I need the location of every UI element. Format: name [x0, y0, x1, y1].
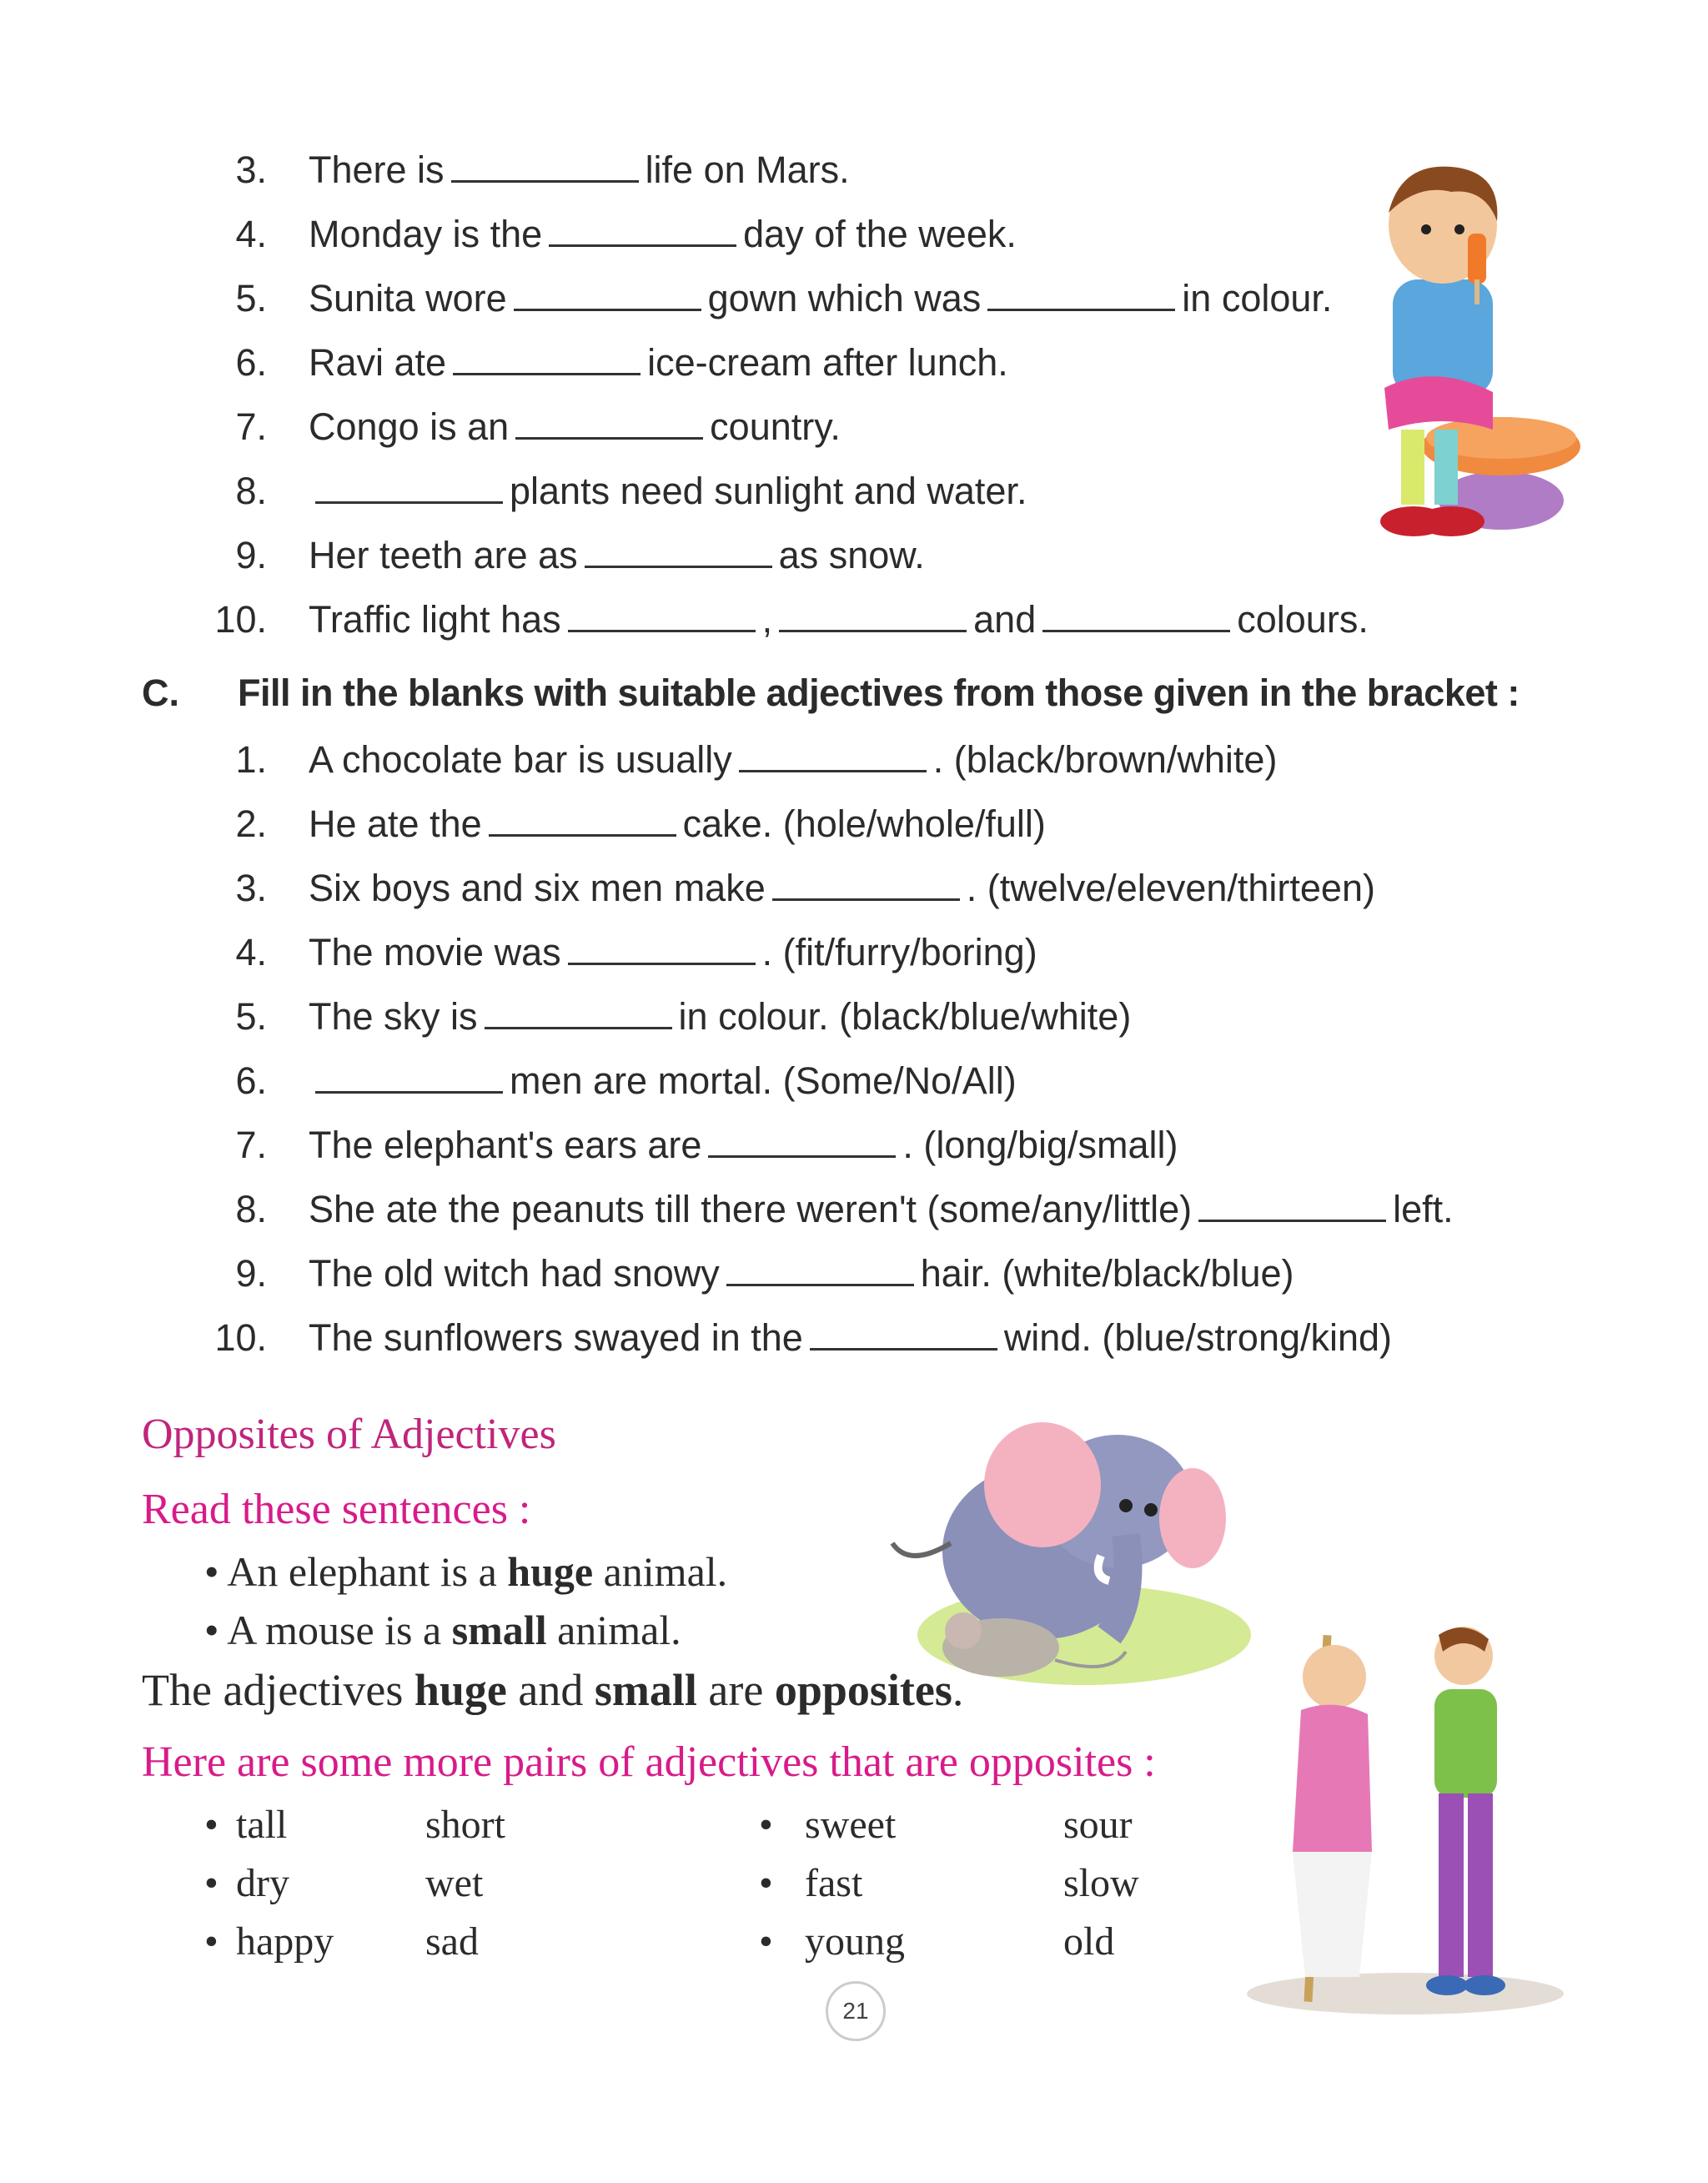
fill-blank[interactable]: [514, 284, 701, 311]
fill-blank[interactable]: [451, 155, 639, 183]
old-man-and-boy-illustration: [1234, 1618, 1576, 2019]
sentence-text: She ate the peanuts till there weren't (some/any/little): [309, 1188, 1193, 1230]
sentence-text: He ate the: [309, 802, 482, 845]
summary-text: .: [952, 1665, 964, 1715]
read-sentences-heading: Read these sentences :: [142, 1486, 531, 1533]
sentence-text: ice-cream after lunch.: [647, 341, 1008, 384]
exercise-c-item-number: 7.: [235, 1124, 267, 1166]
exercise-b-item-number: 4.: [235, 213, 267, 255]
exercise-b-sentence: [309, 341, 1008, 385]
sentence-text: Six boys and six men make: [309, 867, 766, 909]
exercise-c-sentence: [309, 738, 1277, 782]
adjective-word: young: [805, 1919, 905, 1964]
fill-blank[interactable]: [489, 809, 676, 837]
exercise-c-item-number: 10.: [214, 1316, 267, 1359]
sentence-text: left.: [1393, 1188, 1454, 1230]
sentence-text: A chocolate bar is usually: [309, 738, 732, 781]
exercise-b-sentence: [309, 598, 1369, 641]
sentence-text: plants need sunlight and water.: [510, 470, 1027, 512]
opposites-title: Opposites of Adjectives: [142, 1411, 556, 1458]
fill-blank[interactable]: [568, 938, 756, 965]
exercise-b-sentence: [309, 277, 1332, 320]
exercise-b-item-number: 10.: [214, 598, 267, 641]
sentence-bold-word: small: [451, 1607, 547, 1653]
fill-blank[interactable]: [708, 1130, 896, 1158]
fill-blank[interactable]: [315, 1066, 503, 1094]
sentence-text: Ravi ate: [309, 341, 447, 384]
sentence-text: in colour. (black/blue/white): [678, 995, 1132, 1038]
more-pairs-heading: Here are some more pairs of adjectives that are opposites :: [142, 1738, 1156, 1786]
page-number: 21: [826, 1981, 886, 2041]
exercise-c-item-number: 8.: [235, 1188, 267, 1230]
exercise-b-item-number: 5.: [235, 277, 267, 319]
exercise-c-item-number: 3.: [235, 867, 267, 909]
sentence-text: as snow.: [778, 534, 925, 576]
sentence-text: wind. (blue/strong/kind): [1003, 1316, 1393, 1359]
exercise-c-sentence: [309, 867, 1375, 910]
bullet-icon: •: [759, 1803, 773, 1847]
bullet-icon: •: [204, 1919, 219, 1964]
exercise-c-item-number: 6.: [235, 1059, 267, 1102]
exercise-c-sentence: [309, 1252, 1294, 1295]
exercise-c-item-number: 2.: [235, 802, 267, 845]
fill-blank[interactable]: [549, 219, 736, 247]
bullet-icon: •: [204, 1607, 219, 1653]
bullet-icon: •: [759, 1919, 773, 1964]
sentence-text: . (black/brown/white): [932, 738, 1278, 781]
sentence-text: gown which was: [707, 277, 982, 319]
exercise-b-sentence: [309, 213, 1017, 256]
sentence-mouse: [204, 1606, 681, 1654]
exercise-c-sentence: [309, 995, 1131, 1039]
sentence-text: A mouse is a: [227, 1607, 442, 1653]
adjective-word: dry: [236, 1861, 289, 1905]
boy-eating-icecream-illustration: [1368, 163, 1585, 555]
exercise-c-item-number: 4.: [235, 931, 267, 973]
sentence-text: life on Mars.: [645, 148, 850, 191]
opposites-summary: [142, 1664, 963, 1716]
sentence-text: . (twelve/eleven/thirteen): [966, 867, 1375, 909]
sentence-text: and: [973, 598, 1037, 641]
bullet-icon: •: [759, 1861, 773, 1905]
sentence-text: The movie was: [309, 931, 561, 973]
sentence-text: The old witch had snowy: [309, 1252, 720, 1295]
adjective-word: fast: [805, 1861, 863, 1905]
adjective-opposite-word: short: [425, 1803, 505, 1847]
summary-text: and: [518, 1665, 584, 1715]
fill-blank[interactable]: [315, 476, 503, 504]
sentence-text: animal.: [603, 1548, 728, 1595]
sentence-text: country.: [710, 405, 841, 448]
exercise-c-sentence: [309, 931, 1037, 974]
summary-bold: small: [594, 1665, 697, 1715]
adjective-opposite-word: wet: [425, 1861, 484, 1905]
adjective-word: sweet: [805, 1803, 897, 1847]
bullet-icon: •: [204, 1803, 219, 1847]
sentence-text: Sunita wore: [309, 277, 507, 319]
exercise-b-sentence: [309, 470, 1027, 513]
sentence-bold-word: huge: [507, 1548, 594, 1595]
sentence-text: day of the week.: [743, 213, 1017, 255]
exercise-b-item-number: 9.: [235, 534, 267, 576]
adjective-opposite-word: sad: [425, 1919, 479, 1964]
fill-blank[interactable]: [1042, 605, 1230, 632]
adjective-opposite-word: old: [1063, 1919, 1115, 1964]
exercise-b-item-number: 6.: [235, 341, 267, 384]
fill-blank[interactable]: [779, 605, 967, 632]
sentence-text: . (fit/furry/boring): [761, 931, 1037, 973]
sentence-text: There is: [309, 148, 445, 191]
summary-text: are: [708, 1665, 764, 1715]
fill-blank[interactable]: [585, 541, 772, 568]
sentence-text: The sunflowers swayed in the: [309, 1316, 803, 1359]
fill-blank[interactable]: [1198, 1195, 1386, 1222]
sentence-text: Her teeth are as: [309, 534, 578, 576]
sentence-text: Congo is an: [309, 405, 510, 448]
exercise-c-sentence: [309, 1059, 1017, 1103]
fill-blank[interactable]: [772, 873, 960, 901]
sentence-elephant: [204, 1547, 727, 1596]
adjective-word: happy: [236, 1919, 334, 1964]
sentence-text: in colour.: [1182, 277, 1333, 319]
exercise-c-sentence: [309, 1316, 1392, 1360]
fill-blank[interactable]: [739, 745, 927, 772]
exercise-b-sentence: [309, 534, 925, 577]
adjective-opposite-word: sour: [1063, 1803, 1133, 1847]
sentence-text: men are mortal. (Some/No/All): [510, 1059, 1017, 1102]
exercise-c-item-number: 1.: [235, 738, 267, 781]
exercise-b-item-number: 8.: [235, 470, 267, 512]
fill-blank[interactable]: [485, 1002, 672, 1029]
fill-blank[interactable]: [726, 1259, 914, 1286]
sentence-text: Traffic light has: [309, 598, 561, 641]
sentence-text: cake. (hole/whole/full): [682, 802, 1046, 845]
fill-blank[interactable]: [568, 605, 756, 632]
sentence-text: hair. (white/black/blue): [920, 1252, 1294, 1295]
fill-blank[interactable]: [515, 412, 703, 440]
sentence-text: ,: [761, 598, 773, 641]
adjective-word: tall: [236, 1803, 288, 1847]
summary-bold: opposites: [774, 1665, 952, 1715]
elephant-mouse-illustration: [876, 1410, 1259, 1702]
adjective-opposite-word: slow: [1063, 1861, 1139, 1905]
section-c-heading: Fill in the blanks with suitable adjectives from those given in the bracket :: [238, 671, 1520, 714]
sentence-text: colours.: [1237, 598, 1369, 641]
bullet-icon: •: [204, 1548, 219, 1595]
exercise-c-item-number: 5.: [235, 995, 267, 1038]
exercise-c-sentence: [309, 1188, 1454, 1231]
exercise-b-item-number: 7.: [235, 405, 267, 448]
exercise-c-sentence: [309, 802, 1046, 846]
exercise-c-item-number: 9.: [235, 1252, 267, 1295]
exercise-b-sentence: [309, 405, 841, 449]
sentence-text: The elephant's ears are: [309, 1124, 702, 1166]
fill-blank[interactable]: [453, 348, 640, 375]
fill-blank[interactable]: [810, 1323, 997, 1351]
bullet-icon: •: [204, 1861, 219, 1905]
exercise-c-sentence: [309, 1124, 1178, 1167]
sentence-text: animal.: [557, 1607, 681, 1653]
section-c-letter: C.: [142, 671, 179, 714]
sentence-text: . (long/big/small): [902, 1124, 1178, 1166]
sentence-text: Monday is the: [309, 213, 543, 255]
exercise-b-sentence: [309, 148, 850, 192]
sentence-text: An elephant is a: [227, 1548, 497, 1595]
sentence-text: The sky is: [309, 995, 478, 1038]
fill-blank[interactable]: [987, 284, 1175, 311]
exercise-b-item-number: 3.: [235, 148, 267, 191]
summary-bold: huge: [414, 1665, 507, 1715]
summary-text: The adjectives: [142, 1665, 404, 1715]
